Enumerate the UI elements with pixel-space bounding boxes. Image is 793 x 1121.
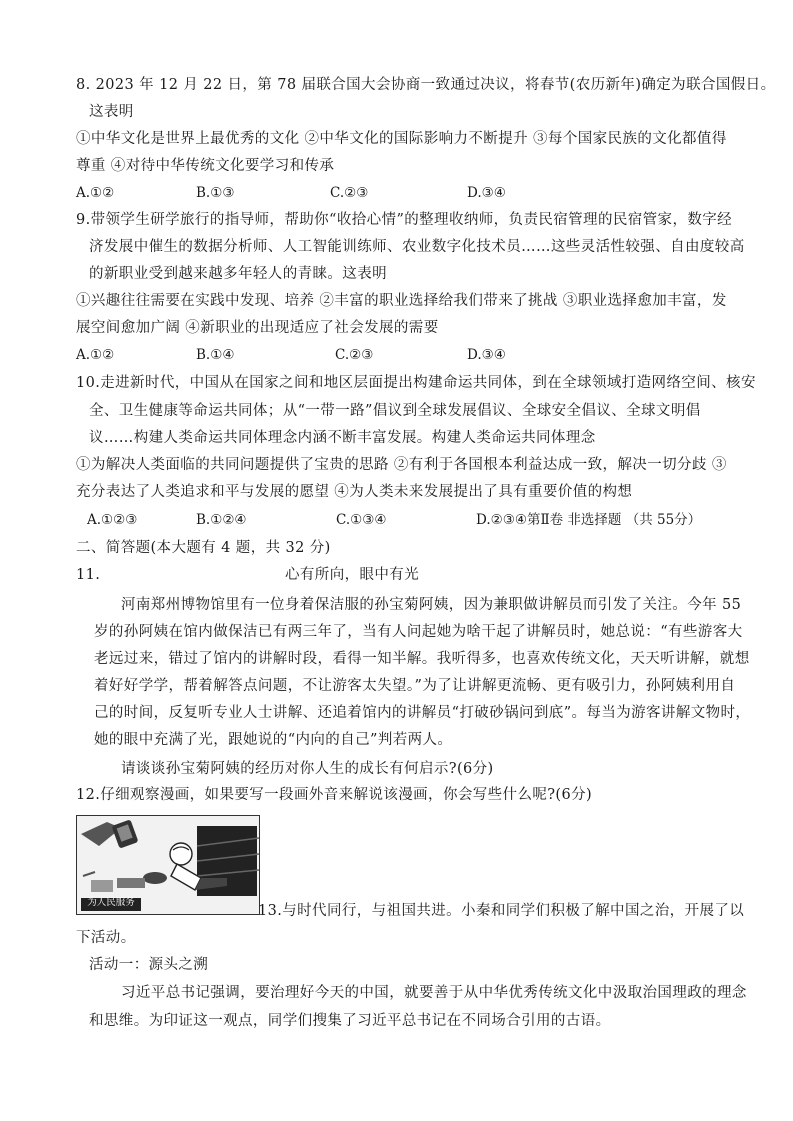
q8-option-b: B.①③ xyxy=(196,185,235,201)
section2-heading: 二、简答题(本大题有 4 题，共 32 分) xyxy=(76,540,331,556)
q11-paragraph-line4: 着好好学学，帮着解答点问题，不让游客太失望。”为了让讲解更流畅、更有吸引力，孙阿姨利用自 xyxy=(94,678,736,694)
q10-option-c: C.①③④ xyxy=(336,512,387,528)
q8-statements-line2: 尊重 ④对待中华传统文化要学习和传承 xyxy=(76,158,335,174)
q9-stem-line3: 的新职业受到越来越多年轻人的青睐。这表明 xyxy=(89,266,387,282)
q9-option-c: C.②③ xyxy=(335,347,374,363)
q11-number: 11. xyxy=(76,567,101,583)
q10-stem-line3: 议……构建人类命运共同体理念内涵不断丰富发展。构建人类命运共同体理念 xyxy=(89,430,596,446)
q9-option-b: B.①④ xyxy=(196,347,235,363)
q13-stem-line2: 下活动。 xyxy=(76,930,136,946)
q10-stem-line2: 全、卫生健康等命运共同体；从“一带一路”倡议到全球发展倡议、全球安全倡议、全球文明倡 xyxy=(89,403,701,419)
q10-stem-line1: 10.走进新时代，中国从在国家之间和地区层面提出构建命运共同体，到在全球领域打造网络空间、核安 xyxy=(76,375,756,391)
q10-statements-line2: 充分表达了人类追求和平与发展的愿望 ④为人类未来发展提出了具有重要价值的构想 xyxy=(76,484,633,500)
q8-option-a: A.①② xyxy=(76,185,115,201)
q10-option-a: A.①②③ xyxy=(87,512,138,528)
q12-cartoon-caption: 为人民服务 xyxy=(87,897,135,908)
q12-stem: 12.仔细观察漫画，如果要写一段画外音来解说该漫画，你会写些什么呢?(6分) xyxy=(76,787,593,803)
q9-statements-line1: ①兴趣往往需要在实践中发现、培养 ②丰富的职业选择给我们带来了挑战 ③职业选择愈加丰富，发 xyxy=(76,293,727,309)
q8-option-c: C.②③ xyxy=(330,185,369,201)
q10-option-d-and-part2-header: D.②③④第Ⅱ卷 非选择题 （共 55分） xyxy=(476,512,702,528)
q9-stem-line1: 9.带领学生研学旅行的指导师，帮助你“收拾心情”的整理收纳师，负责民宿管理的民宿管家，数字经 xyxy=(76,212,733,228)
q9-option-d: D.③④ xyxy=(467,347,506,363)
q9-option-a: A.①② xyxy=(76,347,115,363)
q13-stem-line1: 13.与时代同行，与祖国共进。小秦和同学们积极了解中国之治，开展了以 xyxy=(258,903,745,919)
q8-option-d: D.③④ xyxy=(467,185,506,201)
q11-paragraph-line2: 岁的孙阿姨在馆内做保洁已有两三年了，当有人问起她为啥干起了讲解员时，她总说：“有些游客大 xyxy=(94,624,743,640)
q11-question: 请谈谈孙宝菊阿姨的经历对你人生的成长有何启示?(6分) xyxy=(121,761,494,777)
q11-paragraph-line6: 她的眼中充满了光，跟她说的“内向的自己”判若两人。 xyxy=(94,732,453,748)
q13-paragraph-line2: 和思维。为印证这一观点，同学们搜集了习近平总书记在不同场合引用的古语。 xyxy=(89,1013,611,1029)
q8-stem-line2: 这表明 xyxy=(89,104,134,120)
q11-paragraph-line1: 河南郑州博物馆里有一位身着保洁服的孙宝菊阿姨，因为兼职做讲解员而引发了关注。今年 55 xyxy=(121,597,742,613)
q9-stem-line2: 济发展中催生的数据分析师、人工智能训练师、农业数字化技术员……这些灵活性较强、自由度较高 xyxy=(89,239,745,255)
q11-title: 心有所向，眼中有光 xyxy=(285,567,420,583)
q11-paragraph-line3: 老远过来，错过了馆内的讲解时段，看得一知半解。我听得多，也喜欢传统文化，天天听讲解，就想 xyxy=(94,651,750,667)
q8-statements-line1: ①中华文化是世界上最优秀的文化 ②中华文化的国际影响力不断提升 ③每个国家民族的文化都值得 xyxy=(76,131,727,147)
q10-statements-line1: ①为解决人类面临的共同问题提供了宝贵的思路 ②有利于各国根本利益达成一致，解决一切分歧 ③ xyxy=(76,457,727,473)
q9-statements-line2: 展空间愈加广阔 ④新职业的出现适应了社会发展的需要 xyxy=(76,320,439,336)
q8-stem-line1: 8. 2023 年 12 月 22 日，第 78 届联合国大会协商一致通过决议，将春节(农历新年)确定为联合国假日。 xyxy=(76,77,776,93)
q13-activity1-heading: 活动一：源头之溯 xyxy=(89,957,209,973)
q13-paragraph-line1: 习近平总书记强调，要治理好今天的中国，就要善于从中华优秀传统文化中汲取治国理政的理念 xyxy=(121,985,747,1001)
q10-option-b: B.①②④ xyxy=(196,512,247,528)
q11-paragraph-line5: 己的时间，反复听专业人士讲解、还追着馆内的讲解员“打破砂锅问到底”。每当为游客讲解文物时， xyxy=(94,705,751,721)
